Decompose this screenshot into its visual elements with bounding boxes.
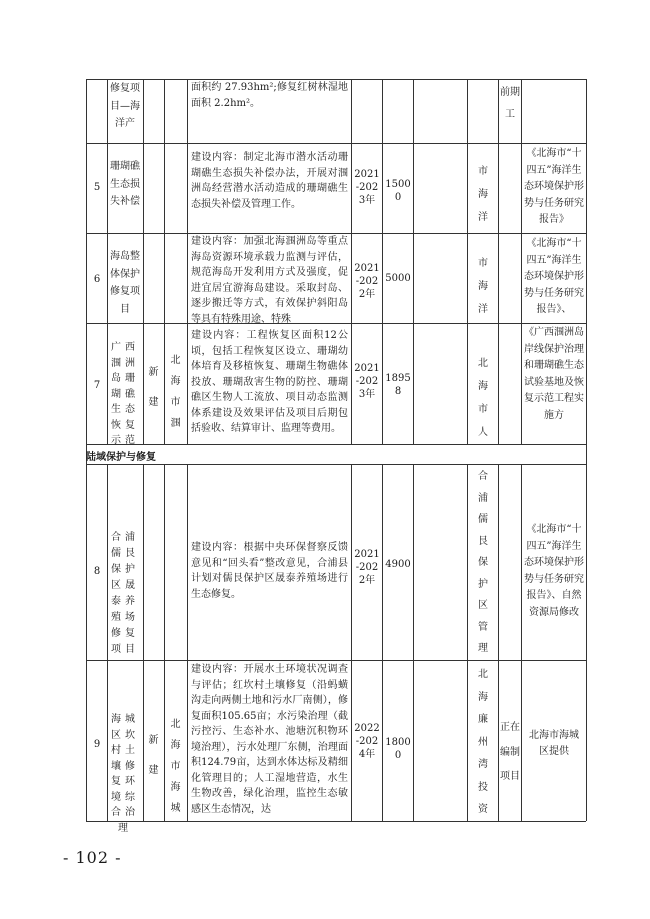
project-content: 建设内容：工程恢复区面积12公顷，包括工程恢复区设立、珊瑚幼体培育及移植恢复、珊瑚生物礁体投放、珊瑚敌害生物的防控、珊瑚礁区生物人工流放、项目动态监测体系建设及效果评估及项目后期包括验收、结算审计、监理等费用。	[191, 330, 348, 434]
project-name: 海岛整体保护修复项目	[110, 251, 140, 315]
col-border	[413, 79, 414, 444]
row-number: 6	[93, 274, 101, 285]
row-border	[86, 323, 586, 324]
row-border	[86, 143, 586, 144]
col-border	[164, 79, 165, 444]
col-border	[586, 79, 587, 821]
project-basis: 《北海市“十四五”海洋生态环境保护形势与任务研究报告》	[524, 148, 584, 225]
col-border	[351, 464, 352, 821]
col-border	[107, 464, 108, 821]
construction-type: 新建	[148, 367, 159, 408]
project-period: 2021-2022年	[354, 549, 380, 586]
project-investment: 15000	[385, 179, 411, 203]
responsible-unit: 北海市人	[478, 358, 488, 438]
col-border	[521, 79, 522, 444]
project-name: 修复项目—海洋产	[110, 83, 140, 129]
project-investment: 5000	[385, 273, 411, 284]
col-border	[382, 464, 383, 821]
responsible-unit: 市海洋	[478, 166, 488, 223]
col-border	[467, 79, 468, 444]
col-border	[467, 464, 468, 821]
row-number: 8	[93, 566, 101, 577]
project-content: 建设内容：根据中央环保督察反馈意见和“回头看”整改意见，合浦县计划对儒艮保护区晟泰养殖场进行生态修复。	[191, 542, 348, 600]
project-status: 正在编制项目	[500, 722, 520, 782]
project-name: 广西涠洲岛珊瑚礁生态恢复示范	[111, 342, 139, 446]
project-investment: 18000	[385, 737, 411, 761]
project-content: 建设内容：制定北海市潜水活动珊瑚礁生态损失补偿办法，开展对涠洲岛经营潜水活动造成的珊瑚礁生态损失补偿及管理工作。	[191, 152, 348, 210]
col-border	[143, 464, 144, 821]
project-basis: 《广西涠洲岛岸线保护治理和珊瑚礁生态试验基地及恢复示范工程实施方	[524, 327, 584, 421]
project-name: 海城区坎村土壤修复环境综合治理	[111, 714, 139, 834]
project-investment: 4900	[385, 559, 411, 570]
col-border	[107, 79, 108, 444]
project-content: 建设内容：开展水土环境状况调查与评估；红坎村土壤修复（沿蚂蟥沟走向两侧土地和污水厂南侧），修复面积105.65亩；水污染治理（截污控污、生态补水、池塘沉积物环境治理），污水处理厂东侧，治理面积124.79亩，达到水体达标及精细化管理目的；人工湿地营造，水生生物改善，绿化治理，监控生态敏感区生态情况，达	[191, 664, 348, 815]
col-border	[187, 79, 188, 444]
project-content: 面积约 27.93hm²;修复红树林湿地面积 2.2hm²。	[191, 82, 348, 109]
row-number: 5	[93, 182, 101, 193]
col-border	[413, 464, 414, 821]
project-period: 2021-2023年	[354, 169, 380, 206]
col-border	[351, 79, 352, 444]
project-name: 合浦儒艮保护区晟泰养殖场修复项目	[111, 532, 139, 655]
row-border	[86, 464, 586, 465]
row-number: 9	[93, 739, 101, 750]
project-basis: 《北海市“十四五”海洋生态环境保护形势与任务研究报告》、	[524, 238, 584, 315]
project-basis: 北海市海城区提供	[529, 730, 579, 757]
project-name: 珊瑚礁生态损失补偿	[110, 161, 140, 207]
section-heading: 陆域保护与修复	[86, 452, 156, 463]
construction-type: 新建	[148, 735, 159, 776]
responsible-unit: 北海廉州湾投资	[478, 669, 488, 815]
row-border	[86, 660, 586, 661]
col-border	[521, 464, 522, 821]
project-period: 2022-2024年	[354, 723, 380, 760]
col-border	[498, 79, 499, 444]
col-border	[143, 79, 144, 444]
col-border	[382, 79, 383, 444]
col-border	[164, 464, 165, 821]
page-number: - 102 -	[63, 848, 122, 867]
project-investment: 18958	[385, 373, 411, 397]
responsible-unit: 市海洋	[478, 258, 488, 315]
col-border	[187, 464, 188, 821]
project-location: 北海市涠	[170, 355, 181, 429]
project-period: 2021-2023年	[354, 363, 380, 400]
project-location: 北海市海城	[170, 719, 181, 814]
responsible-unit: 合浦儒艮保护区管理	[478, 471, 488, 654]
row-border	[86, 821, 586, 822]
project-basis: 《北海市“十四五”海洋生态环境保护形势与任务研究报告》、自然资源局修改	[524, 524, 584, 618]
row-border	[86, 444, 586, 445]
project-period: 2021-2022年	[354, 263, 380, 300]
col-border	[498, 464, 499, 821]
project-content: 建设内容：加强北海涠洲岛等重点海岛资源环境承载力监测与评估，规范海岛开发利用方式及强度，促进宜居宜游海岛建设。采取封岛、逐步搬迁等方式，有效保护斜阳岛等具有特殊用途、特殊	[191, 236, 348, 325]
row-number: 7	[93, 380, 101, 391]
project-status: 前期工	[500, 87, 520, 120]
